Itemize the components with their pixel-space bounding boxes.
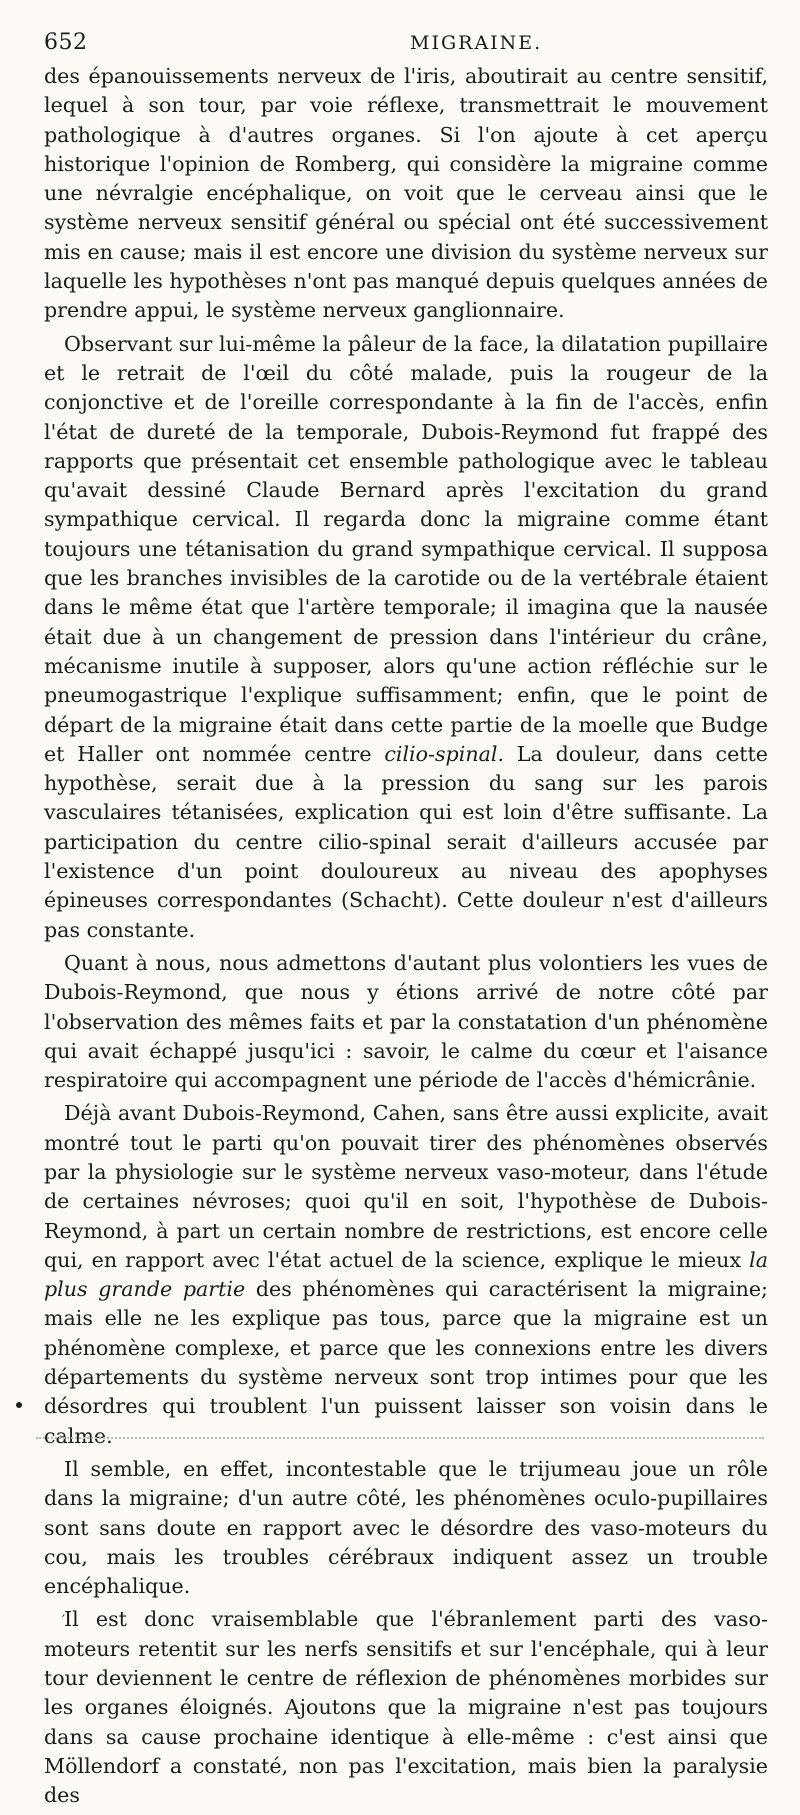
paragraph-6: [44, 1605, 768, 1810]
paragraph-3-text: Quant à nous, nous admettons d'autant plus volontiers les vues de Dubois-Reymond, que nous y étions arrivé de notre côté par l'observation des mêmes faits et par la constatation d'un phénomène qui avait échappé jusqu'ici : savoir, le calme du cœur et l'aisance respiratoire qui accompagnent une période de l'accès d'hémicrânie.: [44, 950, 768, 1093]
paragraph-6-text: Il est donc vraisemblable que l'ébranlement parti des vaso-moteurs retentit sur les nerfs sensitifs et sur l'encéphale, qui à leur tour deviennent le centre de réflexion de phénomènes morbides sur les organes éloignés. Ajoutons que la migraine n'est pas toujours dans sa cause prochaine identique à elle-même : c'est ainsi que Möllendorf a constaté, non pas l'excitation, mais bien la paralysie des: [44, 1607, 768, 1808]
body-text: [44, 62, 768, 1815]
page-number: 652: [44, 30, 88, 55]
paragraph-2-text-continued: La douleur, dans cette hypothèse, serait due à la pression du sang sur les parois vasculaires tétanisées, explication qui est loin d'être suffisante. La participation du centre cilio-spinal serait d'ailleurs accusée par l'existence d'un point douloureux au niveau des apophyses épineuses correspondantes (Schacht). Cette douleur n'est d'ailleurs pas constante.: [44, 741, 768, 942]
paragraph-4-text: Déjà avant Dubois-Reymond, Cahen, sans être aussi explicite, avait montré tout le parti qu'on pouvait tirer des phénomènes observés par la physiologie sur le système nerveux vaso-moteur, dans l'étude de certaines névroses; quoi qu'il en soit, l'hypothèse de Dubois-Reymond, à part un certain nombre de restrictions, est encore celle qui, en rapport avec l'état actuel de la science, explique le mieux: [44, 1101, 768, 1272]
paragraph-2: [44, 330, 768, 945]
running-head: MIGRAINE.: [410, 32, 543, 54]
margin-speck: [16, 1402, 22, 1408]
paragraph-2-text: Observant sur lui-même la pâleur de la face, la dilatation pupillaire et le retrait de l'œil du côté malade, puis la rougeur de la conjonctive et de l'oreille correspondante à la fin de l'accès, enfin l'état de dureté de la temporale, Dubois-Reymond fut frappé des rapports que présentait cet ensemble pathologique avec le tableau qu'avait dessiné Claude Bernard après l'excitation du grand sympathique cervical. Il regarda donc la migraine comme étant toujours une tétanisation du grand sympathique cervical. Il supposa que les branches invisibles de la carotide ou de la vertébrale étaient dans le même état que l'artère temporale; il imagina que la nausée était due à un changement de pression dans l'intérieur du crâne, mécanisme inutile à supposer, alors qu'une action réfléchie sur le pneumogastrique l'explique suffisamment; enfin, que le point de départ de la migraine était dans cette partie de la moelle que Budge et Haller ont nommée centre: [44, 331, 768, 766]
paragraph-4-emphasis: la plus grande partie: [44, 1247, 768, 1302]
paragraph-5: [44, 1455, 768, 1601]
paragraph-1-text: des épanouissements nerveux de l'iris, aboutirait au centre sensitif, lequel à son tour, par voie réflexe, transmettrait le mouvement pathologique à d'autres organes. Si l'on ajoute à cet aperçu historique l'opinion de Romberg, qui considère la migraine comme une névralgie encéphalique, on voit que le cerveau ainsi que le système nerveux sensitif général ou spécial ont été successivement mis en cause; mais il est encore une division du système nerveux sur laquelle les hypothèses n'ont pas manqué depuis quelques années de prendre appui, le système nerveux ganglionnaire.: [44, 64, 768, 323]
paragraph-1: [44, 62, 768, 326]
paragraph-2-emphasis: cilio-spinal.: [384, 741, 504, 766]
paragraph-4-text-continued: des phénomènes qui caractérisent la migraine; mais elle ne les explique pas tous, parce que la migraine est un phénomène complexe, et parce que les connexions entre les divers départements du système nerveux sont trop intimes pour que les désordres qui troublent l'un puissent laisser son voisin dans le calme.: [44, 1277, 768, 1448]
paragraph-5-text: Il semble, en effet, incontestable que le trijumeau joue un rôle dans la migraine; d'un autre côté, les phénomènes oculo-pupillaires sont sans doute en rapport avec le désordre des vaso-moteurs du cou, mais les troubles cérébraux indiquent assez un trouble encéphalique.: [44, 1456, 768, 1599]
bottom-scan-artifact: [36, 1437, 764, 1439]
page-header: [44, 30, 764, 64]
paragraph-4: [44, 1099, 768, 1451]
paragraph-3: [44, 949, 768, 1095]
